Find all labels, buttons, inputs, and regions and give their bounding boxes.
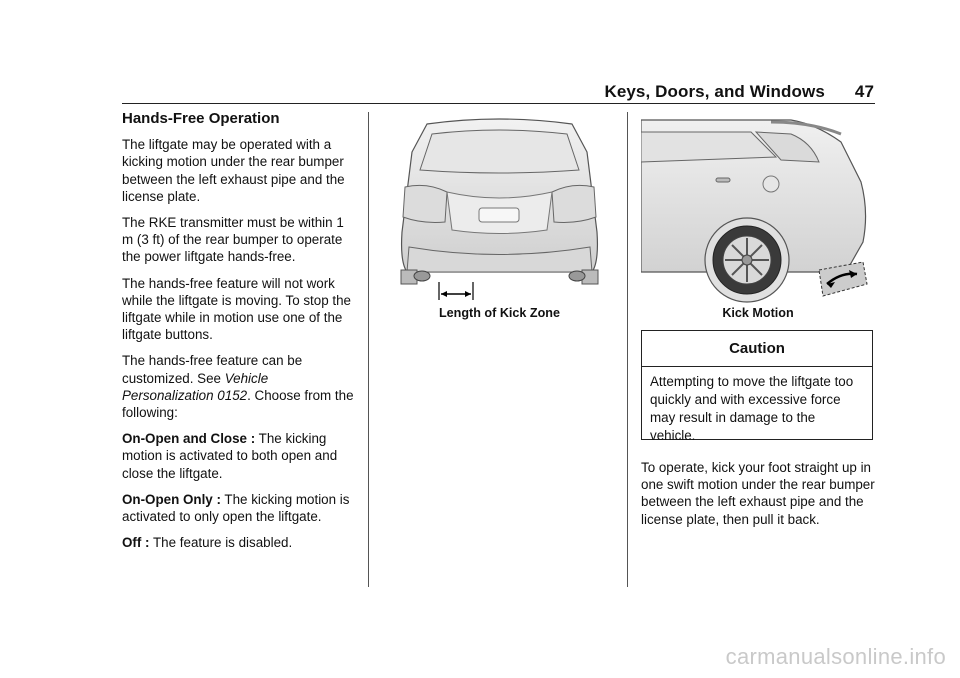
- vehicle-side-view-icon: [641, 112, 875, 304]
- running-header: [604, 82, 874, 102]
- vehicle-rear-view-icon: [387, 112, 612, 304]
- caution-title: Caution: [642, 331, 872, 367]
- option-open-only: On-Open Only : The kicking motion is activated to only open the liftgate.: [122, 491, 350, 525]
- figure-caption-kick-motion: Kick Motion: [722, 306, 794, 320]
- section-title: Keys, Doors, and Windows: [604, 82, 825, 101]
- caution-text: Attempting to move the liftgate too quickly and with excessive force may result in damage to the vehicle.: [650, 374, 854, 443]
- page-number: 47: [854, 82, 874, 101]
- kick-zone-illustration: [387, 112, 612, 304]
- right-column: [641, 459, 877, 528]
- option-term: On-Open Only :: [122, 491, 221, 507]
- cross-reference-link[interactable]: Vehicle Personalization: [122, 370, 269, 403]
- watermark: carmanualsonline.info: [725, 644, 946, 669]
- left-column: [122, 110, 358, 560]
- option-term: On-Open and Close :: [122, 431, 256, 447]
- page-ref-icon: 0: [217, 387, 225, 403]
- cross-reference-page[interactable]: 152: [224, 387, 248, 403]
- section-heading: Hands-Free Operation: [122, 110, 280, 127]
- paragraph-rke: The RKE transmitter must be within 1 m (3 ft) of the rear bumper to operate the power liftgate hands-free.: [122, 215, 344, 265]
- option-term: Off :: [122, 535, 150, 551]
- caution-box: [641, 330, 873, 443]
- option-off: Off : The feature is disabled.: [122, 535, 293, 551]
- column-divider-1: [368, 112, 369, 587]
- option-open-and-close: On-Open and Close : The kicking motion is activated to both open and close the liftgate.: [122, 431, 338, 481]
- paragraph-stop: The hands-free feature will not work while the liftgate is moving. To stop the liftgate while in motion use one of the liftgate buttons.: [122, 275, 352, 343]
- paragraph-operate: To operate, kick your foot straight up in one swift motion under the rear bumper between the left exhaust pipe and the license plate, then pull it back.: [641, 460, 875, 527]
- paragraph-intro: The liftgate may be operated with a kicking motion under the rear bumper between the left exhaust pipe and the license plate.: [122, 137, 345, 204]
- header-rule: [122, 103, 875, 104]
- kick-motion-illustration: [641, 112, 875, 304]
- figure-caption-kick-zone: Length of Kick Zone: [438, 306, 561, 320]
- column-divider-2: [627, 112, 628, 587]
- paragraph-customize: The hands-free feature can be customized. See Vehicle Personalization 0152. Choose from the following:: [122, 353, 354, 421]
